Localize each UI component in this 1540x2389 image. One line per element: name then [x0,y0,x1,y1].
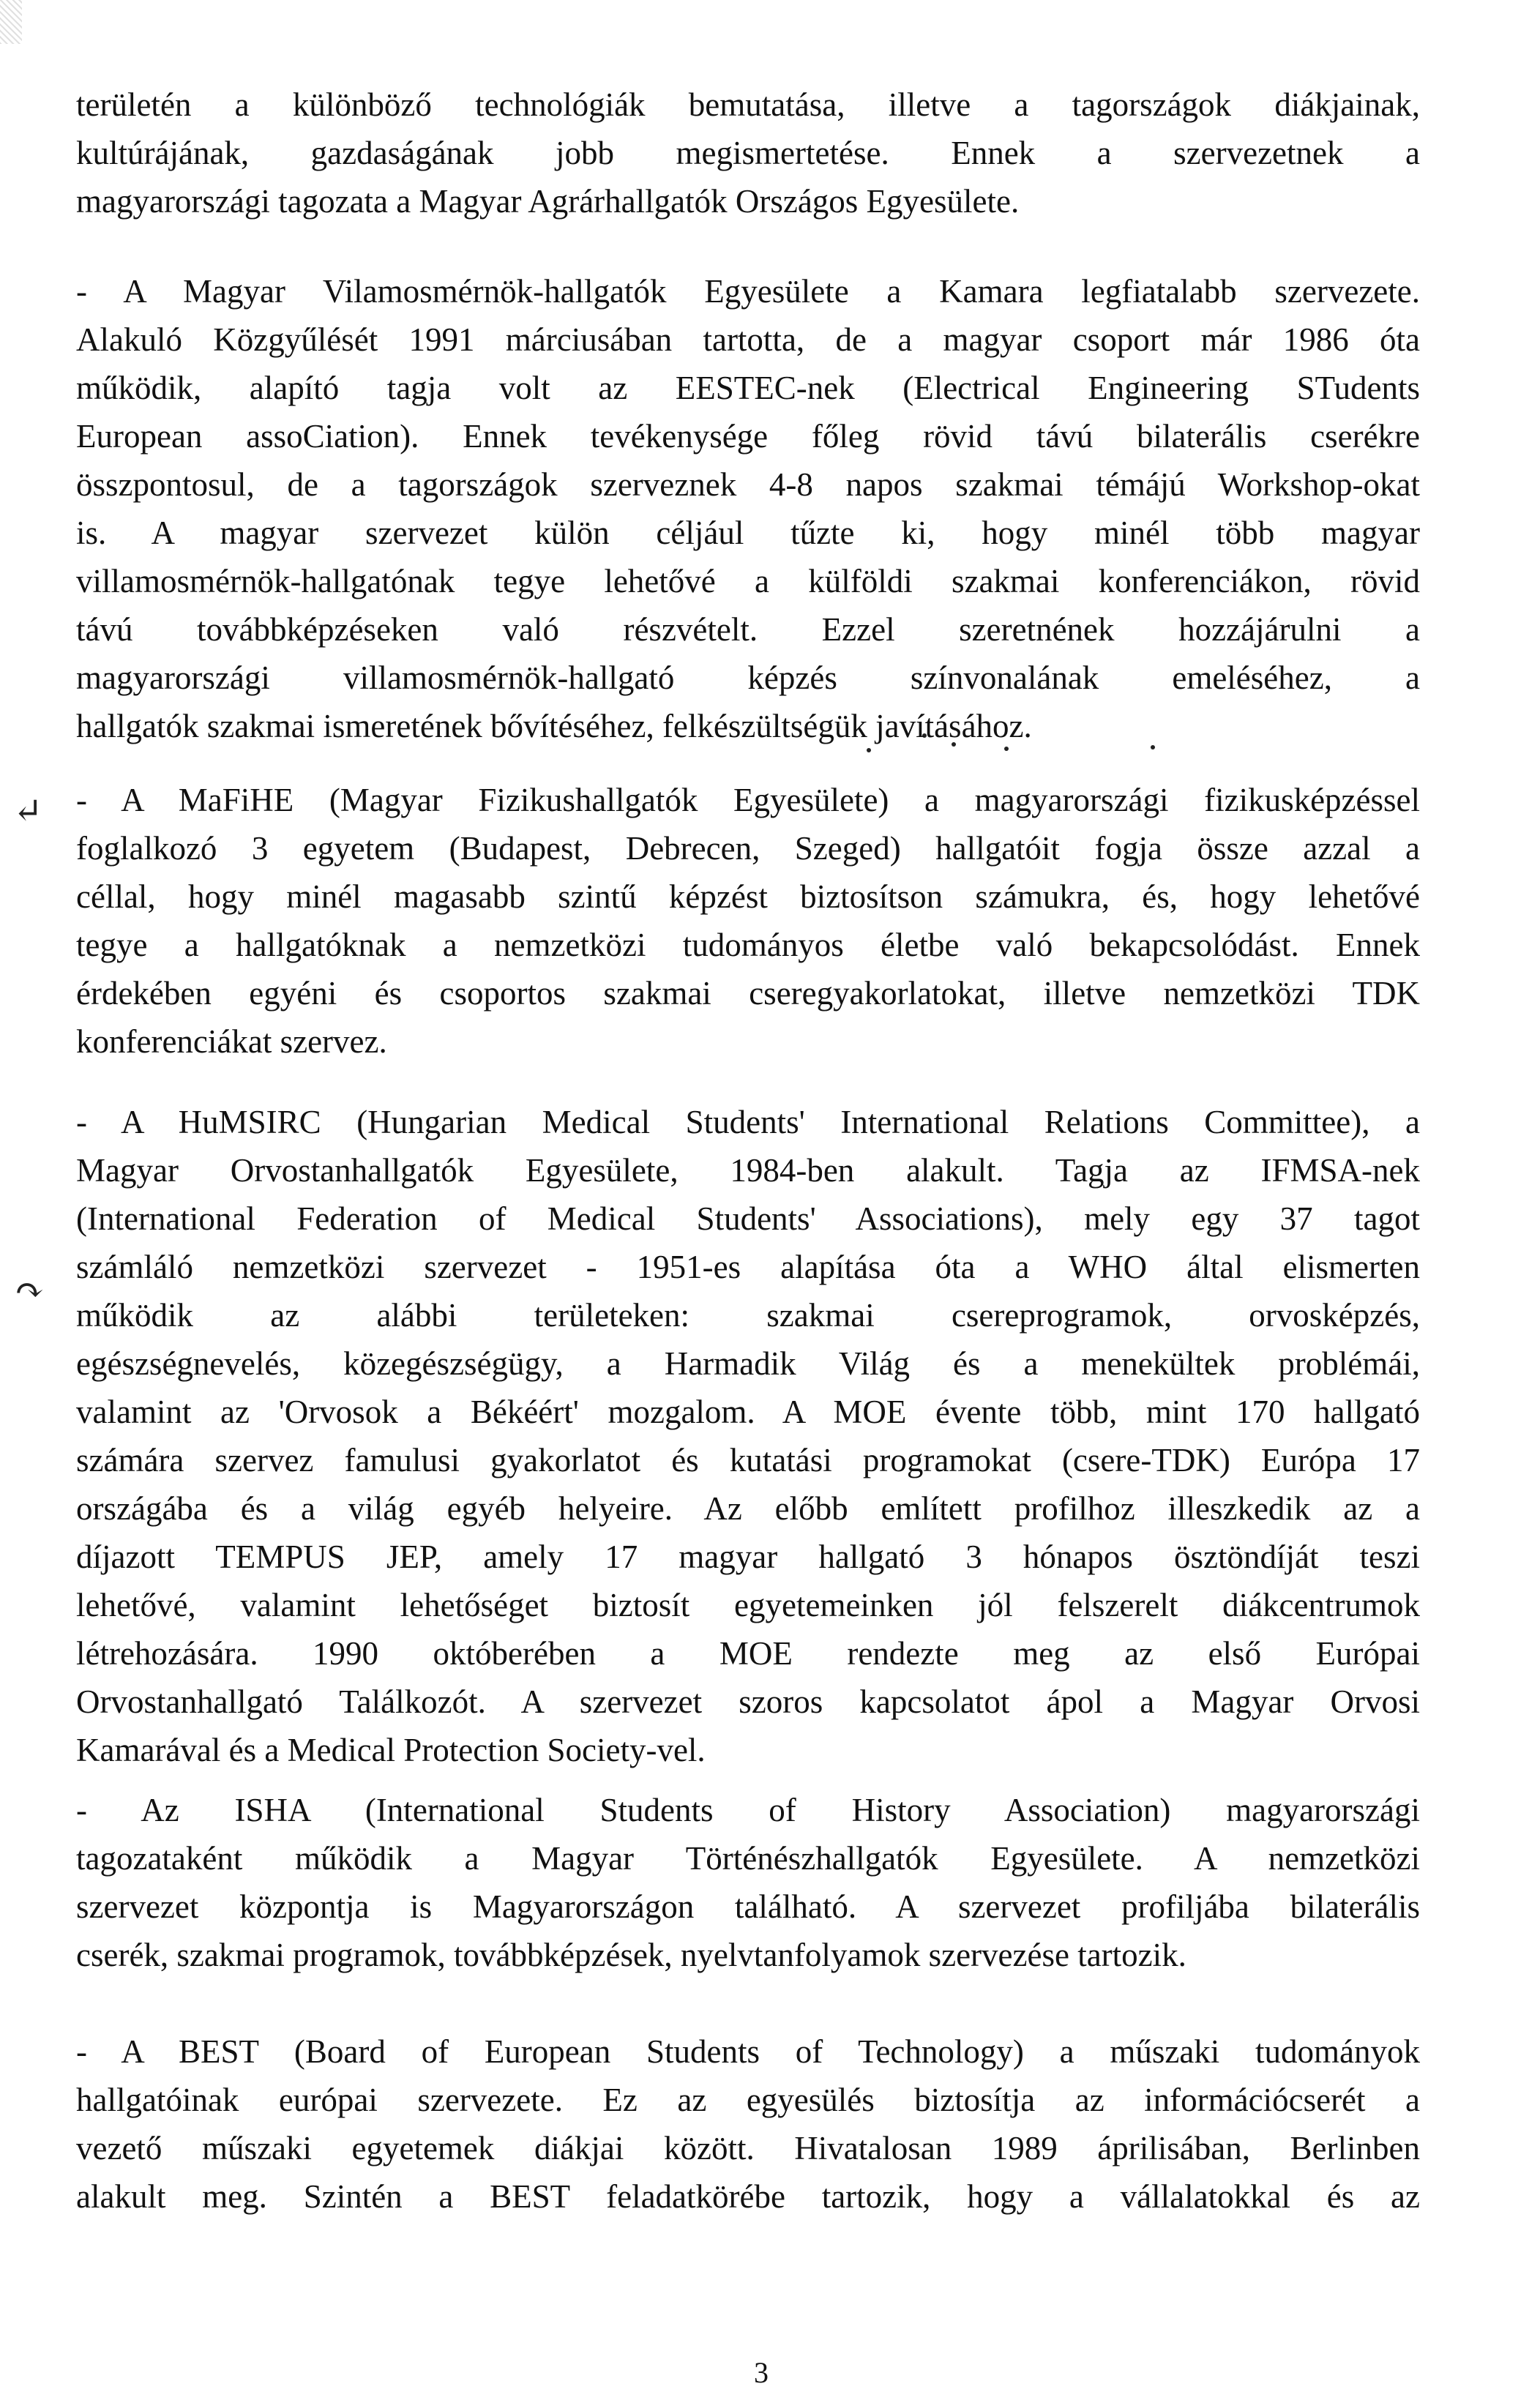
text-line: - A HuMSIRC (Hungarian Medical Students' International Relations Committee), a [76,1104,1420,1140]
text-line: tegye a hallgatóknak a nemzetközi tudományos életbe való bekapcsolódást. Ennek [76,927,1420,963]
text-line: működik, alapító tagja volt az EESTEC-nek (Electrical Engineering STudents [76,370,1420,406]
text-line: céllal, hogy minél magasabb szintű képzést biztosítson számukra, és, hogy lehetővé [76,878,1420,915]
text-line: díjazott TEMPUS JEP, amely 17 magyar hallgató 3 hónapos ösztöndíját teszi [76,1539,1420,1575]
margin-mark-hook: ↷ [15,1271,45,1310]
text-line: egészségnevelés, közegészségügy, a Harmadik Világ és a menekültek problémái, [76,1345,1420,1382]
text-line: számára szervez famulusi gyakorlatot és kutatási programokat (csere-TDK) Európa 17 [76,1442,1420,1478]
text-line: kultúrájának, gazdaságának jobb megismertetése. Ennek a szervezetnek a [76,135,1420,171]
text-line: Orvostanhallgató Találkozót. A szervezet szoros kapcsolatot ápol a Magyar Orvosi [76,1683,1420,1720]
paragraph [76,776,1420,1066]
text-line: - A Magyar Vilamosmérnök-hallgatók Egyesülete a Kamara legfiatalabb szervezete. [76,273,1420,310]
scan-artifact [0,0,22,44]
text-line: Alakuló Közgyűlését 1991 márciusában tartotta, de a magyar csoport már 1986 óta [76,321,1420,358]
page-number: 3 [754,2356,769,2389]
text-line: működik az alábbi területeken: szakmai csereprogramok, orvosképzés, [76,1297,1420,1334]
text-line: villamosmérnök-hallgatónak tegye lehetővé a külföldi szakmai konferenciákon, rövid [76,563,1420,599]
paragraph [76,81,1420,225]
text-line: cserék, szakmai programok, továbbképzések, nyelvtanfolyamok szervezése tartozik. [76,1937,1186,1973]
text-line: számláló nemzetközi szervezet - 1951-es alapítása óta a WHO által elismerten [76,1249,1420,1285]
text-line: országába és a világ egyéb helyeire. Az előbb említett profilhoz illeszkedik az a [76,1490,1420,1527]
paragraph [76,2027,1420,2221]
text-line: - Az ISHA (International Students of History Association) magyarországi [76,1792,1420,1828]
text-line: foglalkozó 3 egyetem (Budapest, Debrecen, Szeged) hallgatóit fogja össze azzal a [76,830,1420,867]
text-line: létrehozására. 1990 októberében a MOE rendezte meg az első Európai [76,1635,1420,1672]
text-line: - A MaFiHE (Magyar Fizikushallgatók Egyesülete) a magyarországi fizikusképzéssel [76,782,1420,818]
text-line: összpontosul, de a tagországok szerveznek 4-8 napos szakmai témájú Workshop-okat [76,466,1420,503]
text-line: szervezet központja is Magyarországon található. A szervezet profiljába bilaterális [76,1888,1420,1925]
text-line: Magyar Orvostanhallgatók Egyesülete, 1984-ben alakult. Tagja az IFMSA-nek [76,1152,1420,1189]
text-line: távú továbbképzéseken való részvételt. Ezzel szeretnének hozzájárulni a [76,611,1420,648]
text-line: magyarországi villamosmérnök-hallgató képzés színvonalának emeléséhez, a [76,659,1420,696]
text-line: (International Federation of Medical Students' Associations), mely egy 37 tagot [76,1200,1420,1237]
text-line: European assoCiation). Ennek tevékenysége főleg rövid távú bilaterális cserékre [76,418,1420,455]
paragraph [76,267,1420,750]
text-line: - A BEST (Board of European Students of Technology) a műszaki tudományok [76,2033,1420,2070]
paragraph [76,1098,1420,1774]
text-line: Kamarával és a Medical Protection Society-vel. [76,1732,706,1768]
text-line: magyarországi tagozata a Magyar Agrárhallgatók Országos Egyesülete. [76,183,1020,220]
text-line: is. A magyar szervezet külön céljául tűzte ki, hogy minél több magyar [76,515,1420,551]
text-line: valamint az 'Orvosok a Békéért' mozgalom. A MOE évente több, mint 170 hallgató [76,1394,1420,1430]
text-line: hallgatók szakmai ismeretének bővítéséhez, felkészültségük javításához. [76,708,1032,744]
text-line: konferenciákat szervez. [76,1023,387,1060]
text-line: területén a különböző technológiák bemutatása, illetve a tagországok diákjainak, [76,86,1420,123]
text-line: hallgatóinak európai szervezete. Ez az egyesülés biztosítja az információcserét a [76,2082,1420,2118]
text-line: alakult meg. Szintén a BEST feladatkörébe tartozik, hogy a vállalatokkal és az [76,2178,1420,2215]
text-line: érdekében egyéni és csoportos szakmai cseregyakorlatokat, illetve nemzetközi TDK [76,975,1420,1012]
text-line: lehetővé, valamint lehetőséget biztosít egyetemeinken jól felszerelt diákcentrumok [76,1587,1420,1623]
text-line: tagozataként működik a Magyar Történészhallgatók Egyesülete. A nemzetközi [76,1840,1420,1877]
paragraph [76,1786,1420,1979]
text-line: vezető műszaki egyetemek diákjai között. Hivatalosan 1989 áprilisában, Berlinben [76,2130,1420,2166]
margin-mark-arrow: ↵ [13,792,43,831]
